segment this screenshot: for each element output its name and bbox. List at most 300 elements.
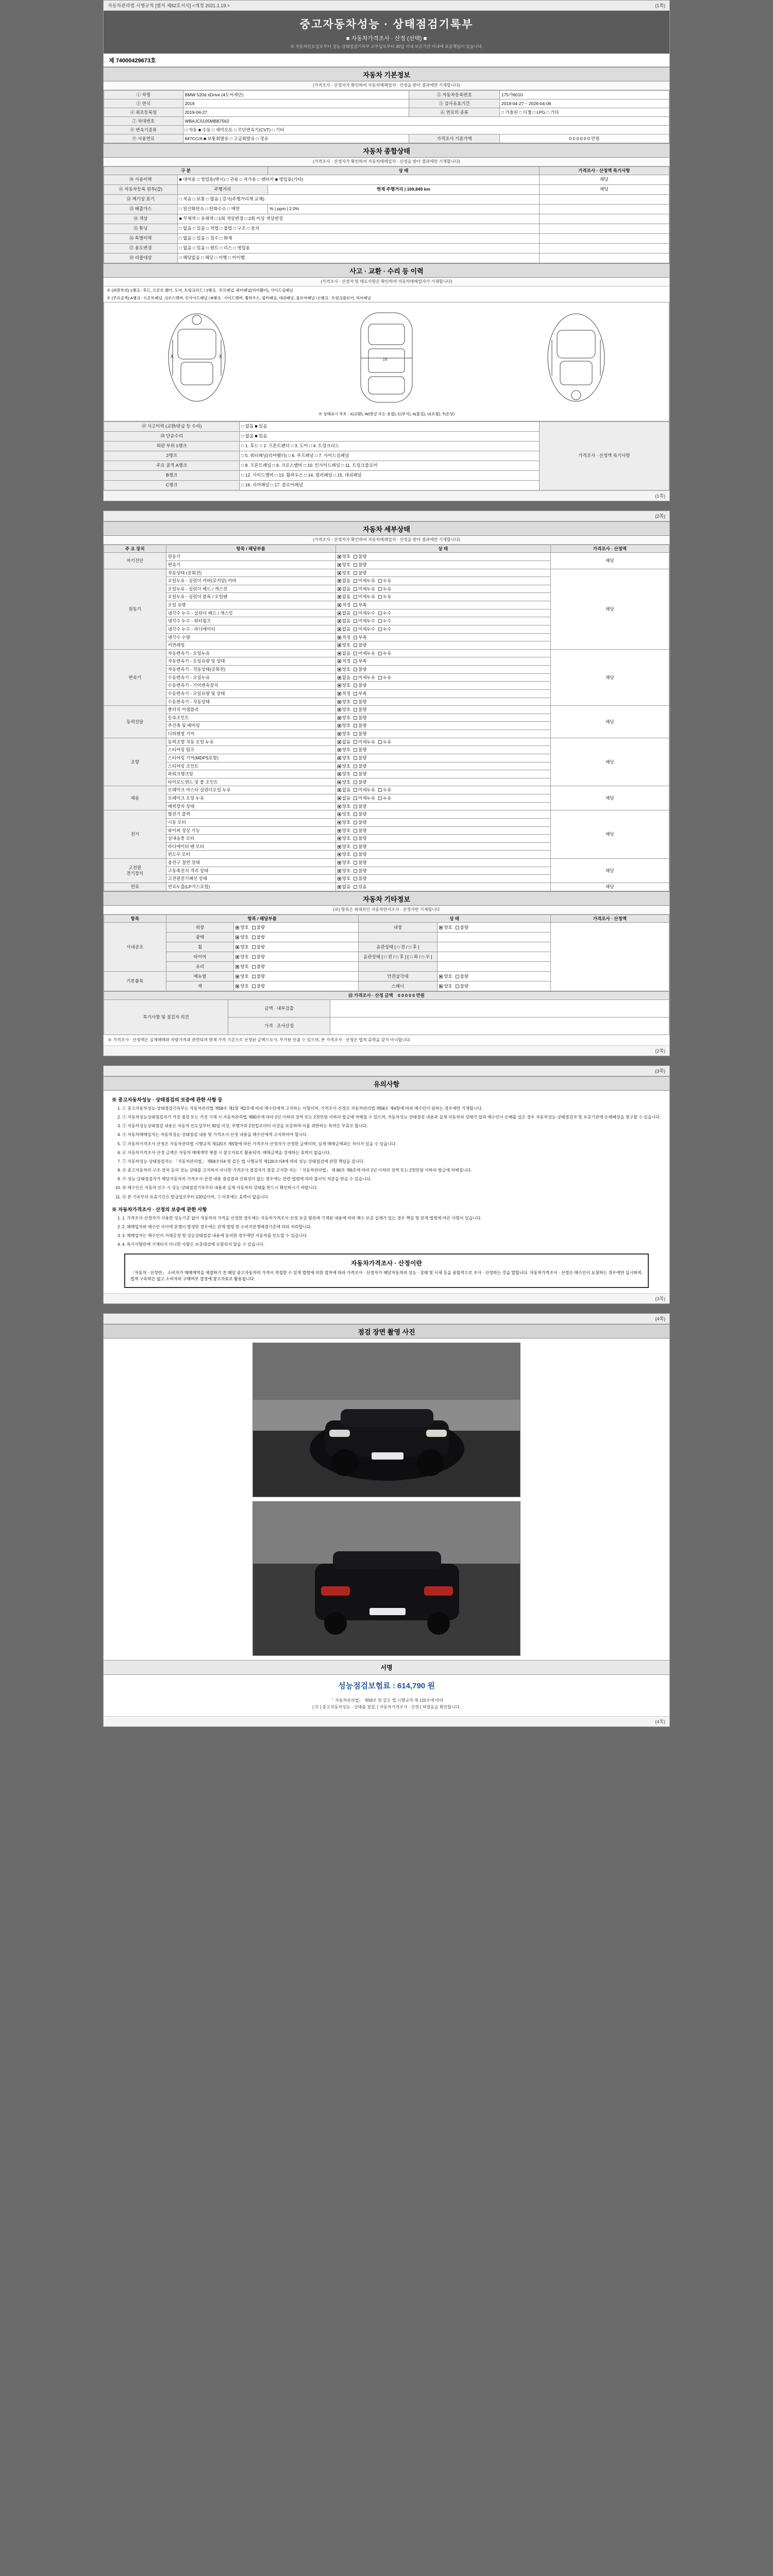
checkbox-checked-icon[interactable] — [338, 837, 341, 840]
state-option[interactable]: 불량 — [354, 707, 366, 713]
checkbox-checked-icon[interactable] — [338, 732, 341, 736]
state-option[interactable]: 미세누수 — [354, 618, 375, 624]
checkbox-checked-icon[interactable] — [338, 595, 341, 599]
state-option[interactable]: 양호 — [338, 804, 350, 809]
checkbox-icon[interactable] — [354, 612, 357, 615]
state-option[interactable]: 양호 — [338, 755, 350, 761]
checkbox-icon[interactable] — [354, 812, 357, 816]
state-option[interactable]: 없음 — [338, 611, 350, 616]
checkbox-icon[interactable] — [354, 740, 357, 744]
other-item-state[interactable] — [234, 952, 358, 962]
checkbox-checked-icon[interactable] — [338, 700, 341, 704]
detail-item-state[interactable] — [335, 875, 550, 883]
state-option[interactable]: 미세누유 — [354, 586, 375, 592]
detail-item-state[interactable] — [335, 762, 550, 770]
state-option[interactable]: 없음 — [338, 586, 350, 592]
checkbox-icon[interactable] — [354, 853, 357, 856]
checkbox-checked-icon[interactable] — [338, 845, 341, 849]
checkbox-icon[interactable] — [354, 603, 357, 607]
checkbox-checked-icon[interactable] — [236, 955, 239, 959]
checkbox-icon[interactable] — [456, 926, 459, 929]
detail-item-state[interactable] — [335, 698, 550, 706]
checkbox-checked-icon[interactable] — [338, 652, 341, 655]
checkbox-icon[interactable] — [354, 708, 357, 711]
state-option[interactable]: 양호 — [338, 836, 350, 841]
state-option[interactable]: 양호 — [338, 747, 350, 753]
checkbox-checked-icon[interactable] — [338, 659, 341, 663]
state-option[interactable]: 양호 — [439, 984, 452, 989]
checkbox-icon[interactable] — [354, 659, 357, 663]
state-option[interactable]: 양호 — [439, 974, 452, 979]
checkbox-icon[interactable] — [354, 781, 357, 784]
state-option[interactable]: 미세누유 — [354, 795, 375, 801]
other-item-label: 광택 — [166, 933, 234, 942]
checkbox-icon[interactable] — [378, 740, 382, 744]
detail-item-state[interactable] — [335, 746, 550, 754]
checkbox-icon[interactable] — [354, 676, 357, 680]
state-option[interactable]: 양호 — [338, 820, 350, 825]
state-option[interactable]: 불량 — [354, 699, 366, 705]
checkbox-checked-icon[interactable] — [338, 765, 341, 768]
checkbox-icon[interactable] — [354, 885, 357, 889]
checkbox-checked-icon[interactable] — [338, 643, 341, 647]
state-option[interactable]: 양호 — [338, 860, 350, 866]
detail-item-state[interactable] — [335, 867, 550, 875]
other-item-state[interactable] — [234, 981, 358, 991]
checkbox-checked-icon[interactable] — [338, 724, 341, 727]
state-option[interactable]: 없음 — [338, 884, 350, 890]
checkbox-checked-icon[interactable] — [338, 821, 341, 824]
checkbox-checked-icon[interactable] — [338, 708, 341, 711]
checkbox-icon[interactable] — [378, 628, 382, 631]
detail-item-state[interactable] — [335, 754, 550, 762]
detail-item-state[interactable] — [335, 810, 550, 819]
checkbox-icon[interactable] — [354, 628, 357, 631]
checkbox-icon[interactable] — [354, 732, 357, 736]
state-option[interactable]: 누유 — [378, 675, 391, 681]
state-option[interactable]: 불량 — [456, 974, 468, 979]
detail-item-state[interactable] — [335, 883, 550, 891]
checkbox-icon[interactable] — [354, 619, 357, 623]
state-option[interactable]: 적정 — [338, 635, 350, 640]
state-option[interactable]: 미세누유 — [354, 651, 375, 656]
detail-item-state[interactable] — [335, 714, 550, 722]
state-option[interactable]: 양호 — [338, 562, 350, 568]
state-option[interactable]: 누수 — [378, 618, 391, 624]
state-option[interactable]: 불량 — [354, 771, 366, 777]
section-title-basic: 자동차 기본정보 — [104, 67, 669, 81]
state-option[interactable]: 양호 — [439, 925, 452, 930]
state-option[interactable]: 불량 — [252, 954, 265, 960]
checkbox-icon[interactable] — [354, 579, 357, 583]
state-option[interactable]: 미세누수 — [354, 611, 375, 616]
checkbox-icon[interactable] — [354, 829, 357, 833]
state-option[interactable]: 없음 — [338, 787, 350, 793]
detail-item-state[interactable] — [335, 802, 550, 810]
state-option[interactable]: 불량 — [354, 570, 366, 576]
state-option[interactable]: 미세누유 — [354, 787, 375, 793]
checkbox-checked-icon[interactable] — [338, 587, 341, 591]
checkbox-checked-icon[interactable] — [439, 975, 443, 978]
state-option[interactable]: 불량 — [354, 562, 366, 568]
state-option[interactable]: 불량 — [354, 811, 366, 817]
state-option[interactable]: 불량 — [456, 984, 468, 989]
detail-item-state[interactable] — [335, 601, 550, 609]
checkbox-icon[interactable] — [354, 716, 357, 720]
checkbox-icon[interactable] — [354, 643, 357, 647]
checkbox-checked-icon[interactable] — [338, 805, 341, 808]
checkbox-checked-icon[interactable] — [236, 985, 239, 988]
checkbox-checked-icon[interactable] — [338, 740, 341, 744]
detail-item-state[interactable] — [335, 706, 550, 714]
checkbox-icon[interactable] — [378, 595, 382, 599]
basic-label: 가격조사 기준가액 — [409, 134, 500, 143]
checkbox-checked-icon[interactable] — [338, 684, 341, 687]
other-item-state[interactable] — [234, 923, 358, 933]
checkbox-icon[interactable] — [354, 668, 357, 671]
detail-item-state[interactable] — [335, 617, 550, 625]
checkbox-checked-icon[interactable] — [236, 945, 239, 949]
checkbox-checked-icon[interactable] — [338, 668, 341, 671]
state-option[interactable]: 누유 — [378, 795, 391, 801]
state-option[interactable]: 누유 — [378, 739, 391, 745]
detail-item-state[interactable] — [335, 682, 550, 690]
state-option[interactable]: 부족 — [354, 658, 366, 664]
checkbox-checked-icon[interactable] — [338, 555, 341, 558]
state-option[interactable]: 불량 — [354, 860, 366, 866]
other-item-state-2[interactable] — [438, 923, 550, 933]
checkbox-icon[interactable] — [354, 869, 357, 873]
checkbox-checked-icon[interactable] — [338, 748, 341, 752]
state-option[interactable]: 불량 — [354, 764, 366, 769]
checkbox-icon[interactable] — [456, 975, 459, 978]
checkbox-icon[interactable] — [354, 788, 357, 792]
state-option[interactable]: 양호 — [338, 715, 350, 721]
other-item-state[interactable] — [234, 962, 358, 972]
state-option[interactable]: 불량 — [252, 974, 265, 979]
state-option[interactable]: 양호 — [236, 984, 248, 989]
state-option[interactable]: 양호 — [236, 944, 248, 950]
detail-item-state[interactable] — [335, 851, 550, 859]
state-option[interactable]: 양호 — [338, 764, 350, 769]
checkbox-icon[interactable] — [354, 571, 357, 575]
page-foot-number-4: (4쪽) — [655, 1719, 665, 1724]
state-option[interactable]: 불량 — [354, 715, 366, 721]
detail-item-state[interactable] — [335, 842, 550, 851]
checkbox-checked-icon[interactable] — [338, 829, 341, 833]
state-option[interactable]: 미세누유 — [354, 739, 375, 745]
checkbox-checked-icon[interactable] — [338, 869, 341, 873]
state-option[interactable]: 누유 — [378, 651, 391, 656]
detail-item-state[interactable] — [335, 730, 550, 738]
checkbox-icon[interactable] — [252, 965, 256, 969]
accident-history-value: □ 없음 ■ 있음 — [240, 421, 539, 431]
other-group-name: 사내공조 — [104, 923, 166, 972]
detail-item-state[interactable] — [335, 657, 550, 666]
detail-item-state[interactable] — [335, 641, 550, 650]
checkbox-checked-icon[interactable] — [338, 796, 341, 800]
state-option[interactable]: 양호 — [338, 570, 350, 576]
state-option[interactable]: 불량 — [354, 554, 366, 560]
checkbox-icon[interactable] — [354, 700, 357, 704]
checkbox-icon[interactable] — [252, 945, 256, 949]
state-option[interactable]: 양호 — [338, 731, 350, 737]
detail-item-state[interactable] — [335, 770, 550, 778]
state-option[interactable]: 양호 — [338, 844, 350, 850]
state-option[interactable]: 누유 — [378, 787, 391, 793]
checkbox-checked-icon[interactable] — [439, 926, 443, 929]
checkbox-icon[interactable] — [354, 772, 357, 776]
checkbox-checked-icon[interactable] — [338, 877, 341, 880]
state-option[interactable]: 양호 — [338, 642, 350, 648]
checkbox-icon[interactable] — [354, 861, 357, 865]
detail-item-state[interactable] — [335, 577, 550, 585]
checkbox-icon[interactable] — [354, 765, 357, 768]
state-option[interactable]: 없음 — [338, 594, 350, 600]
state-option[interactable]: 없음 — [338, 578, 350, 584]
state-option[interactable]: 양호 — [236, 964, 248, 970]
checkbox-checked-icon[interactable] — [338, 781, 341, 784]
detail-item-state[interactable] — [335, 689, 550, 698]
section-title-overall: 자동차 종합상태 — [104, 143, 669, 158]
state-option[interactable]: 없음 — [338, 739, 350, 745]
header-note: ※ 자동차인도일로부터 성능·상태점검기록부 교부일로부터 30일 이내 보증기간 이내에 보증책임이 있습니다. — [290, 44, 483, 49]
state-option[interactable]: 부족 — [354, 635, 366, 640]
state-option[interactable]: 불량 — [252, 925, 265, 930]
detail-group-memo: 해당 — [550, 883, 669, 891]
detail-item-state[interactable] — [335, 722, 550, 730]
checkbox-icon[interactable] — [252, 926, 256, 929]
state-option[interactable]: 미세누유 — [354, 594, 375, 600]
detail-item-state[interactable] — [335, 673, 550, 682]
state-option[interactable]: 불량 — [252, 964, 265, 970]
checkbox-checked-icon[interactable] — [338, 788, 341, 792]
detail-item-state[interactable] — [335, 625, 550, 633]
checkbox-checked-icon[interactable] — [338, 563, 341, 567]
overall-row-memo — [539, 233, 669, 243]
checkbox-icon[interactable] — [378, 619, 382, 623]
detail-item-state[interactable] — [335, 569, 550, 577]
state-option[interactable]: 미세누유 — [354, 675, 375, 681]
state-option[interactable]: 불량 — [354, 852, 366, 857]
checkbox-checked-icon[interactable] — [439, 985, 443, 988]
checkbox-checked-icon[interactable] — [338, 676, 341, 680]
checkbox-icon[interactable] — [252, 975, 256, 978]
other-item-state[interactable] — [234, 972, 358, 981]
state-option[interactable]: 양호 — [338, 852, 350, 857]
checkbox-icon[interactable] — [354, 845, 357, 849]
other-item-state[interactable] — [234, 933, 358, 942]
state-option[interactable]: 불량 — [354, 642, 366, 648]
state-option[interactable]: 불량 — [354, 747, 366, 753]
state-option[interactable]: 양호 — [236, 974, 248, 979]
state-option[interactable]: 불량 — [354, 876, 366, 882]
state-option[interactable]: 불량 — [456, 925, 468, 930]
state-option[interactable]: 적정 — [338, 602, 350, 608]
checkbox-icon[interactable] — [378, 796, 382, 800]
checkbox-checked-icon[interactable] — [338, 756, 341, 760]
state-option[interactable]: 양호 — [338, 828, 350, 834]
checkbox-icon[interactable] — [354, 555, 357, 558]
state-option[interactable]: 불량 — [354, 683, 366, 688]
detail-item-label: 냉각수 누수 - 실린더 헤드 / 개스킷 — [166, 609, 335, 617]
state-option[interactable]: 불량 — [354, 755, 366, 761]
state-option[interactable]: 없음 — [338, 626, 350, 632]
checkbox-icon[interactable] — [378, 579, 382, 583]
state-option[interactable]: 누유 — [378, 586, 391, 592]
other-item-state-2[interactable] — [438, 981, 550, 991]
checkbox-icon[interactable] — [378, 612, 382, 615]
checkbox-icon[interactable] — [354, 563, 357, 567]
checkbox-icon[interactable] — [378, 652, 382, 655]
checkbox-icon[interactable] — [252, 985, 256, 988]
checkbox-checked-icon[interactable] — [338, 692, 341, 696]
checkbox-icon[interactable] — [354, 877, 357, 880]
state-option[interactable]: 불량 — [354, 667, 366, 672]
state-option[interactable]: 적정 — [338, 658, 350, 664]
checkbox-icon[interactable] — [354, 805, 357, 808]
other-item-state-2[interactable] — [438, 952, 550, 962]
state-option[interactable]: 부족 — [354, 691, 366, 697]
detail-item-state[interactable] — [335, 794, 550, 803]
state-option[interactable]: 불량 — [354, 828, 366, 834]
checkbox-checked-icon[interactable] — [338, 612, 341, 615]
state-option[interactable]: 불량 — [354, 804, 366, 809]
checkbox-checked-icon[interactable] — [338, 812, 341, 816]
other-item-state-2[interactable] — [438, 972, 550, 981]
detail-group-memo: 해당 — [550, 649, 669, 705]
checkbox-icon[interactable] — [354, 796, 357, 800]
state-option[interactable]: 누유 — [378, 578, 391, 584]
detail-item-state[interactable] — [335, 666, 550, 674]
checkbox-icon[interactable] — [354, 692, 357, 696]
checkbox-checked-icon[interactable] — [338, 885, 341, 889]
checkbox-icon[interactable] — [378, 587, 382, 591]
checkbox-icon[interactable] — [354, 724, 357, 727]
detail-item-state[interactable] — [335, 859, 550, 867]
state-option[interactable]: 불량 — [354, 836, 366, 841]
checkbox-checked-icon[interactable] — [338, 716, 341, 720]
state-option[interactable]: 불량 — [354, 731, 366, 737]
checkbox-icon[interactable] — [354, 837, 357, 840]
checkbox-checked-icon[interactable] — [236, 926, 239, 929]
state-option[interactable]: 불량 — [354, 779, 366, 785]
state-option[interactable]: 양호 — [338, 667, 350, 672]
checkbox-icon[interactable] — [456, 985, 459, 988]
checkbox-checked-icon[interactable] — [338, 579, 341, 583]
state-option[interactable]: 양호 — [338, 723, 350, 728]
checkbox-icon[interactable] — [252, 955, 256, 959]
state-option[interactable]: 누유 — [378, 594, 391, 600]
detail-item-state[interactable] — [335, 585, 550, 593]
state-option[interactable]: 미세누수 — [354, 626, 375, 632]
state-option[interactable]: 없음 — [338, 675, 350, 681]
state-option[interactable]: 미세누유 — [354, 578, 375, 584]
state-option[interactable]: 누수 — [378, 626, 391, 632]
checkbox-checked-icon[interactable] — [236, 975, 239, 978]
checkbox-checked-icon[interactable] — [338, 603, 341, 607]
checkbox-checked-icon[interactable] — [338, 628, 341, 631]
detail-item-state[interactable] — [335, 649, 550, 657]
state-option[interactable]: 양호 — [338, 554, 350, 560]
state-option[interactable]: 양호 — [338, 811, 350, 817]
detail-item-state[interactable] — [335, 593, 550, 601]
state-option[interactable]: 양호 — [338, 707, 350, 713]
state-option[interactable]: 없음 — [338, 651, 350, 656]
state-option[interactable]: 누수 — [378, 611, 391, 616]
state-option[interactable]: 양호 — [338, 868, 350, 874]
state-option[interactable]: 불량 — [252, 944, 265, 950]
checkbox-icon[interactable] — [378, 788, 382, 792]
checkbox-icon[interactable] — [354, 756, 357, 760]
detail-item-state[interactable] — [335, 738, 550, 746]
state-option[interactable]: 양호 — [236, 925, 248, 930]
checkbox-icon[interactable] — [354, 821, 357, 824]
state-option[interactable]: 양호 — [236, 935, 248, 940]
state-option[interactable]: 양호 — [236, 954, 248, 960]
detail-item-state[interactable] — [335, 826, 550, 835]
checkbox-checked-icon[interactable] — [236, 965, 239, 969]
detail-item-state[interactable] — [335, 778, 550, 786]
state-option[interactable]: 양호 — [338, 876, 350, 882]
state-option[interactable]: 있음 — [354, 884, 366, 890]
state-option[interactable]: 불량 — [354, 820, 366, 825]
checkbox-icon[interactable] — [354, 636, 357, 639]
state-option[interactable]: 양호 — [338, 779, 350, 785]
checkbox-checked-icon[interactable] — [338, 571, 341, 575]
state-option[interactable]: 불량 — [252, 935, 265, 940]
state-option[interactable]: 불량 — [354, 868, 366, 874]
state-option[interactable]: 불량 — [252, 984, 265, 989]
page-top-strip-2 — [104, 511, 669, 521]
checkbox-checked-icon[interactable] — [236, 936, 239, 939]
state-option[interactable]: 없음 — [338, 618, 350, 624]
other-item-state-2[interactable] — [438, 962, 550, 972]
state-option[interactable]: 없음 — [338, 795, 350, 801]
detail-item-state[interactable] — [335, 633, 550, 641]
state-option[interactable]: 불량 — [354, 844, 366, 850]
checkbox-icon[interactable] — [354, 595, 357, 599]
other-item-state-2[interactable] — [438, 933, 550, 942]
detail-item-state[interactable] — [335, 786, 550, 794]
checkbox-checked-icon[interactable] — [338, 861, 341, 865]
state-option[interactable]: 불량 — [354, 723, 366, 728]
other-item-state[interactable] — [234, 942, 358, 952]
checkbox-icon[interactable] — [378, 676, 382, 680]
checkbox-icon[interactable] — [252, 936, 256, 939]
detail-item-state[interactable] — [335, 609, 550, 617]
state-option[interactable]: 적정 — [338, 691, 350, 697]
state-option[interactable]: 양호 — [338, 699, 350, 705]
state-option[interactable]: 부족 — [354, 602, 366, 608]
checkbox-icon[interactable] — [354, 652, 357, 655]
checkbox-icon[interactable] — [354, 587, 357, 591]
state-option[interactable]: 양호 — [338, 683, 350, 688]
detail-item-state[interactable] — [335, 818, 550, 826]
detail-item-state[interactable] — [335, 553, 550, 561]
checkbox-checked-icon[interactable] — [338, 853, 341, 856]
checkbox-checked-icon[interactable] — [338, 636, 341, 639]
checkbox-checked-icon[interactable] — [338, 619, 341, 623]
checkbox-checked-icon[interactable] — [338, 772, 341, 776]
detail-item-label: 구동축전지 격리 상태 — [166, 867, 335, 875]
detail-item-state[interactable] — [335, 561, 550, 569]
checkbox-icon[interactable] — [354, 684, 357, 687]
state-option[interactable]: 양호 — [338, 771, 350, 777]
other-item-state-2[interactable] — [438, 942, 550, 952]
checkbox-icon[interactable] — [354, 748, 357, 752]
detail-item-state[interactable] — [335, 835, 550, 843]
